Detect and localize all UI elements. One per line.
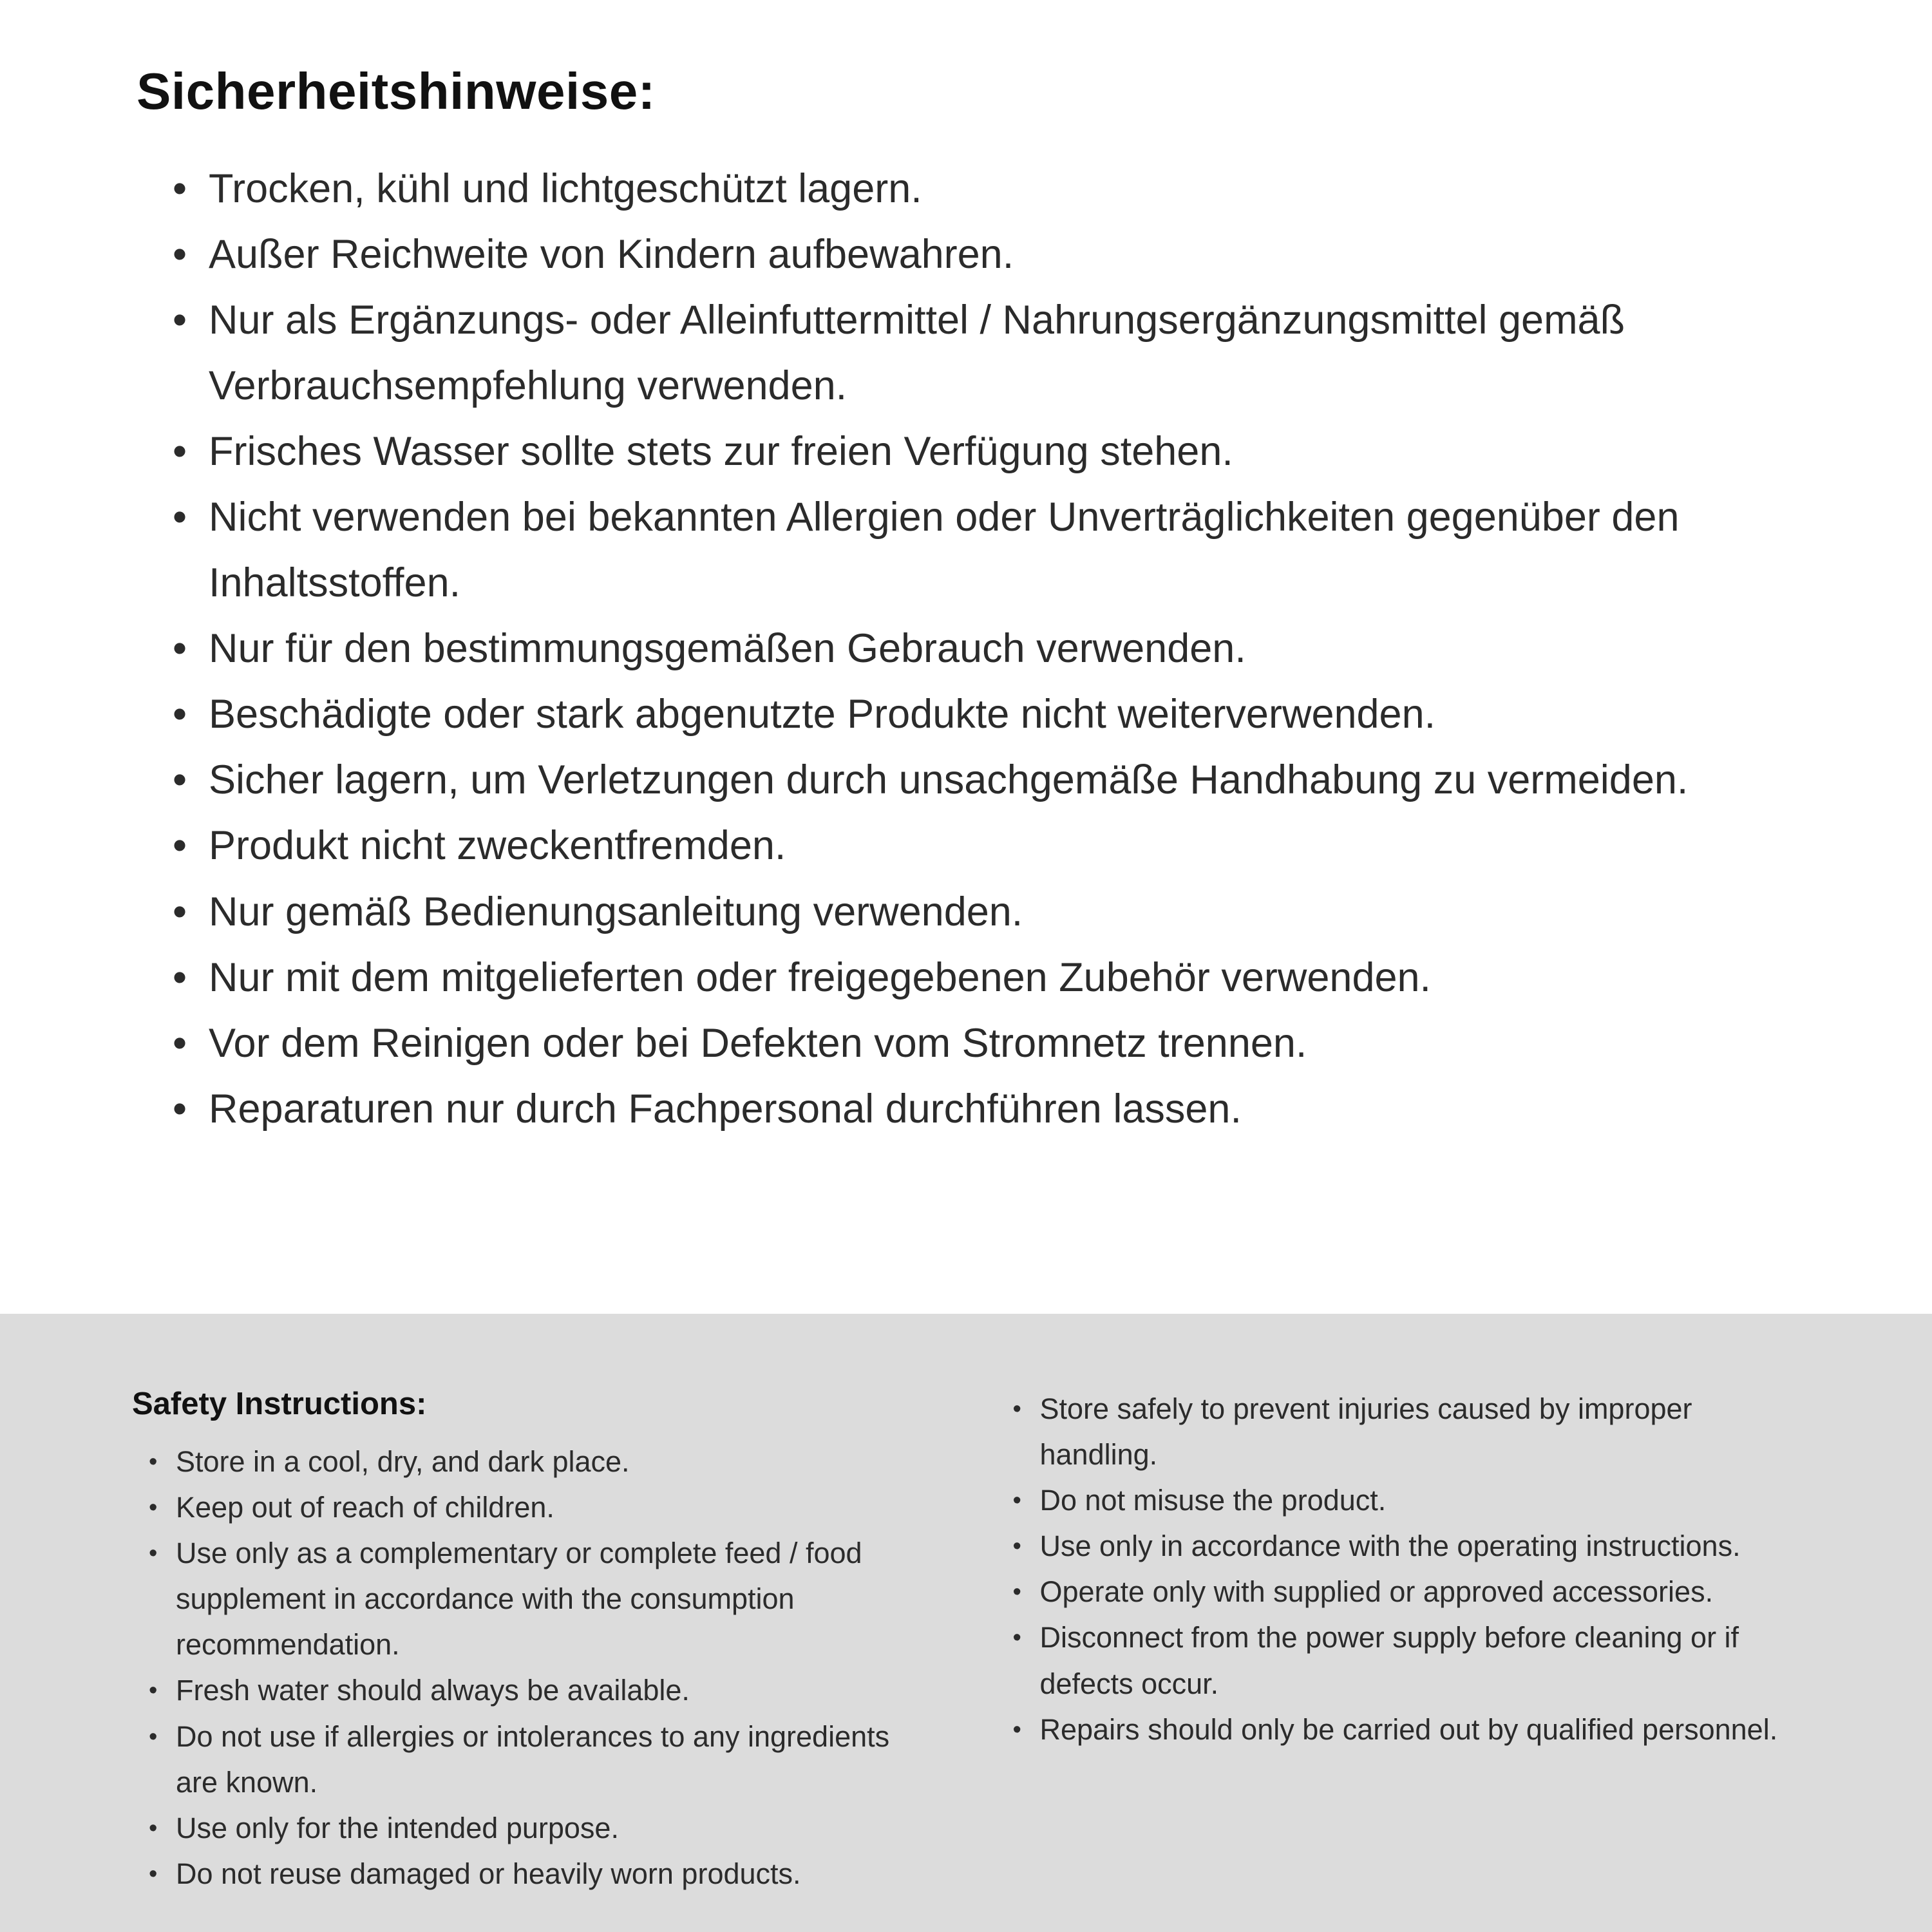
list-item: • Do not reuse damaged or heavily worn products. xyxy=(149,1851,936,1897)
list-item: • Operate only with supplied or approved accessories. xyxy=(1013,1569,1817,1615)
list-item: • Nur gemäß Bedienungsanleitung verwenden. xyxy=(173,879,1823,945)
german-section-title: Sicherheitshinweise: xyxy=(137,62,656,120)
list-item: • Do not misuse the product. xyxy=(1013,1477,1817,1523)
list-item: • Use only for the intended purpose. xyxy=(149,1805,936,1851)
german-safety-list xyxy=(137,156,1823,1142)
list-item: • Beschädigte oder stark abgenutzte Produkte nicht weiterverwenden. xyxy=(173,681,1823,747)
list-item: • Repairs should only be carried out by qualified personnel. xyxy=(1013,1707,1817,1752)
list-item: • Nur mit dem mitgelieferten oder freigegebenen Zubehör verwenden. xyxy=(173,945,1823,1010)
list-item: • Frisches Wasser sollte stets zur freien Verfügung stehen. xyxy=(173,419,1823,484)
list-item: • Außer Reichweite von Kindern aufbewahren. xyxy=(173,222,1823,287)
english-safety-section xyxy=(0,1314,1932,1932)
list-item: • Vor dem Reinigen oder bei Defekten vom Stromnetz trennen. xyxy=(173,1010,1823,1076)
list-item: • Do not use if allergies or intolerances to any ingredients are known. xyxy=(149,1714,936,1805)
list-item: • Trocken, kühl und lichtgeschützt lagern. xyxy=(173,156,1823,222)
list-item: • Use only as a complementary or complete feed / food supplement in accordance with the consumption recommendation. xyxy=(149,1530,936,1667)
list-item: • Sicher lagern, um Verletzungen durch unsachgemäße Handhabung zu vermeiden. xyxy=(173,747,1823,813)
list-item: • Nur als Ergänzungs- oder Alleinfuttermittel / Nahrungsergänzungsmittel gemäß Verbrauchsempfehlung verwenden. xyxy=(173,287,1823,419)
list-item: • Reparaturen nur durch Fachpersonal durchführen lassen. xyxy=(173,1076,1823,1142)
english-safety-list-left xyxy=(132,1439,936,1897)
list-item: • Nur für den bestimmungsgemäßen Gebrauch verwenden. xyxy=(173,616,1823,681)
list-item: • Nicht verwenden bei bekannten Allergien oder Unverträglichkeiten gegenüber den Inhaltsstoffen. xyxy=(173,484,1823,616)
english-right-column xyxy=(1013,1386,1817,1897)
list-item: • Keep out of reach of children. xyxy=(149,1484,936,1530)
list-item: • Fresh water should always be available. xyxy=(149,1667,936,1713)
list-item: • Use only in accordance with the operating instructions. xyxy=(1013,1523,1817,1569)
english-safety-list-right xyxy=(1013,1386,1817,1752)
list-item: • Store safely to prevent injuries caused by improper handling. xyxy=(1013,1386,1817,1477)
english-section-title: Safety Instructions: xyxy=(132,1387,427,1421)
list-item: • Store in a cool, dry, and dark place. xyxy=(149,1439,936,1484)
list-item: • Disconnect from the power supply before cleaning or if defects occur. xyxy=(1013,1615,1817,1706)
list-item: • Produkt nicht zweckentfremden. xyxy=(173,813,1823,878)
english-left-column xyxy=(132,1386,936,1897)
